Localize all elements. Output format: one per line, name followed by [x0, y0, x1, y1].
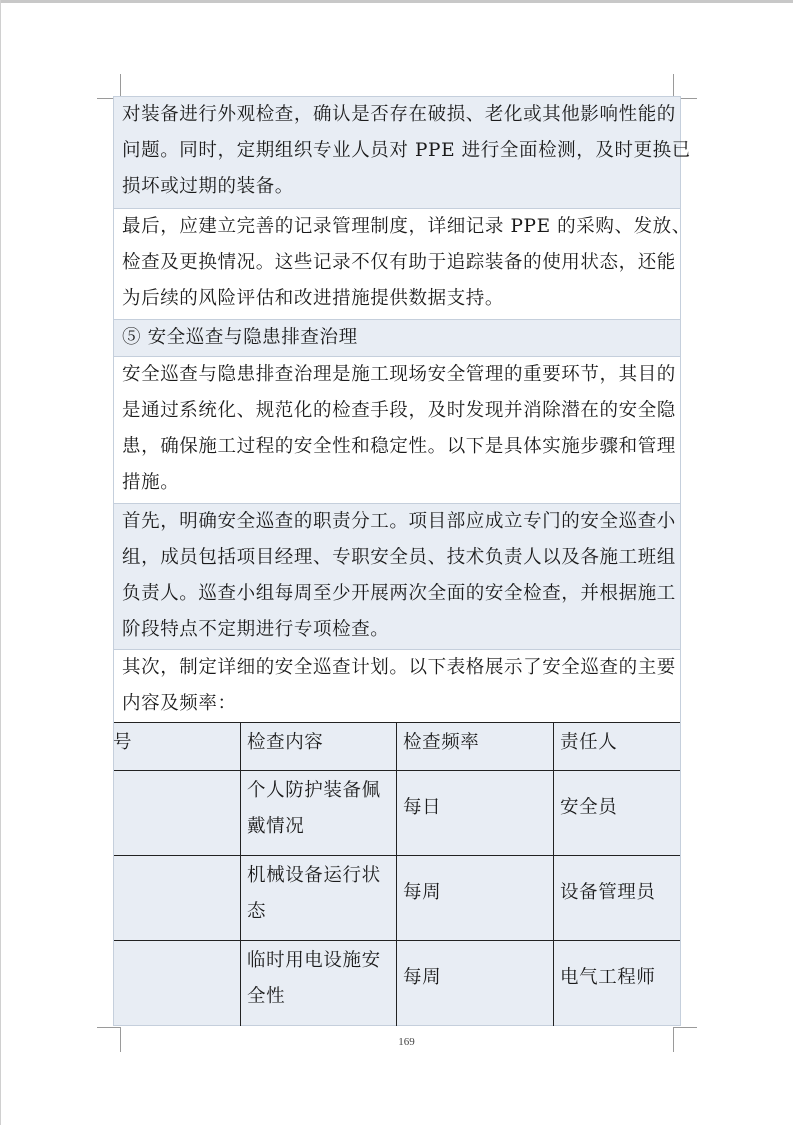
text-line: 问题。同时，定期组织专业人员对 PPE 进行全面检测，及时更换已 [122, 140, 691, 161]
cell-owner: 设备管理员 [560, 882, 656, 903]
text-line: 检查及更换情况。这些记录不仅有助于追踪装备的使用状态，还能 [122, 252, 676, 273]
text-line: 是通过系统化、规范化的检查手段，及时发现并消除潜在的安全隐 [122, 400, 676, 421]
header-cell-number: 号 [113, 732, 133, 753]
paragraph-ppe-inspection [113, 96, 691, 208]
cell-frequency: 每周 [403, 967, 442, 988]
page-left-edge [0, 0, 1, 1125]
crop-mark-bottom-left [97, 1027, 121, 1028]
cell-owner: 安全员 [560, 797, 618, 818]
page-top-edge [0, 0, 793, 3]
table-column-divider [240, 722, 241, 1026]
cell-content: 全性 [247, 986, 286, 1007]
text-line: 组，成员包括项目经理、专职安全员、技术负责人以及各施工班组 [122, 547, 676, 568]
cell-content: 个人防护装备佩 [247, 780, 381, 801]
table-column-divider [396, 722, 397, 1026]
cell-content: 态 [247, 901, 267, 922]
cell-frequency: 每周 [403, 882, 442, 903]
table-border-left [113, 722, 114, 1026]
inspection-table [113, 722, 681, 1026]
text-line: 负责人。巡查小组每周至少开展两次全面的安全检查，并根据施工 [122, 583, 676, 604]
text-line: 患，确保施工过程的安全性和稳定性。以下是具体实施步骤和管理 [122, 436, 676, 457]
section-heading [113, 319, 681, 356]
section-heading-text: ⑤ 安全巡查与隐患排查治理 [122, 327, 358, 348]
paragraph-inspection-intro [113, 356, 681, 503]
text-line: 损坏或过期的装备。 [122, 176, 294, 197]
text-line: 内容及频率： [122, 693, 237, 714]
cell-frequency: 每日 [403, 797, 442, 818]
cell-content: 临时用电设施安 [247, 950, 381, 971]
text-line: 对装备进行外观检查，确认是否存在破损、老化或其他影响性能的 [122, 104, 676, 125]
text-line: 其次，制定详细的安全巡查计划。以下表格展示了安全巡查的主要 [122, 657, 676, 678]
table-column-divider [553, 722, 554, 1026]
crop-mark-bottom-right [673, 1027, 697, 1028]
text-line: 首先，明确安全巡查的职责分工。项目部应成立专门的安全巡查小 [122, 511, 676, 532]
header-cell-frequency: 检查频率 [403, 732, 480, 753]
cell-owner: 电气工程师 [560, 967, 656, 988]
text-line: 阶段特点不定期进行专项检查。 [122, 619, 390, 640]
paragraph-record-management [113, 208, 691, 319]
page-number: 169 [398, 1036, 415, 1048]
cell-content: 机械设备运行状 [247, 865, 381, 886]
text-line: 为后续的风险评估和改进措施提供数据支持。 [122, 288, 505, 309]
paragraph-inspection-plan [113, 649, 681, 722]
text-line: 措施。 [122, 472, 180, 493]
cell-content: 戴情况 [247, 816, 305, 837]
text-line: 最后，应建立完善的记录管理制度，详细记录 PPE 的采购、发放、 [122, 216, 691, 237]
header-cell-content: 检查内容 [247, 732, 324, 753]
paragraph-duty-division [113, 503, 681, 649]
table-border-right [680, 722, 681, 1026]
header-cell-owner: 责任人 [560, 732, 618, 753]
text-line: 安全巡查与隐患排查治理是施工现场安全管理的重要环节，其目的 [122, 364, 676, 385]
